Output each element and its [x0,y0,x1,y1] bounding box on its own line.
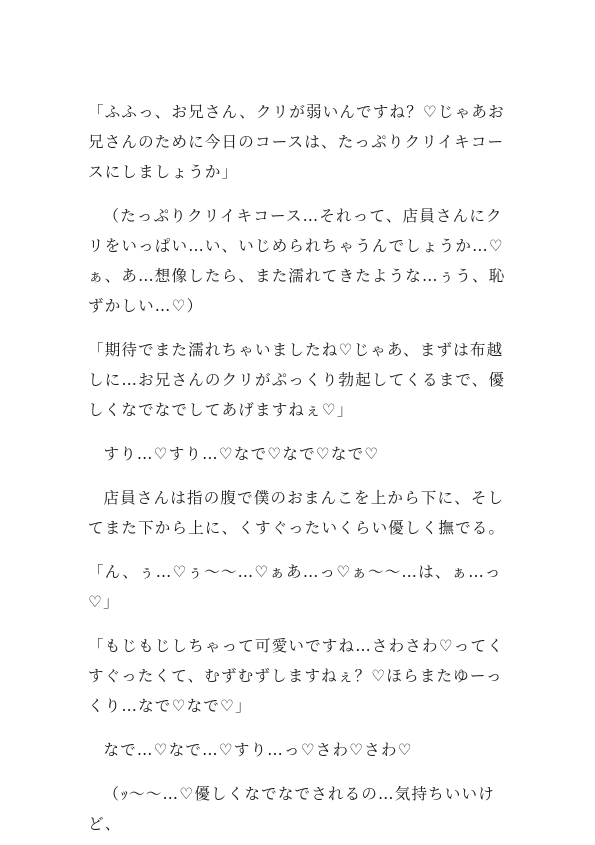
paragraph-3: 「期待でまた濡れちゃいましたね♡じゃあ、まずは布越しに…お兄さんのクリがぷっくり勃起してくるまで、優しくなでなでしてあげますねぇ♡」 [88,341,506,419]
paragraph-7: 「もじもじしちゃって可愛いですね…さわさわ♡ってくすぐったくて、むずむずしますねぇ？♡ほらまたゆーっくり…なで♡なで♡」 [88,637,504,715]
paragraph-gap [88,425,518,439]
paragraph-gap [88,187,518,201]
paragraph-9: （ｯ～～…♡優しくなでなでされるの…気持ちいいけど、 [88,785,495,833]
paragraph-gap [88,721,518,735]
paragraph-gap [88,617,518,631]
paragraph-gap [88,321,518,335]
paragraph-8: なで…♡なで…♡すり…っ♡さわ♡さわ♡ [103,741,413,759]
paragraph-5: 店員さんは指の腹で僕のおまんこを上から下に、そしてまた下から上に、くすぐったいくらい優しく撫でる。 [88,489,506,537]
paragraph-6: 「ん、ぅ…♡ぅ～～…♡ぁあ…っ♡ぁ～～…は、ぁ…っ♡」 [88,563,502,611]
paragraph-1: 「ふふっ、お兄さん、クリが弱いんですね？♡じゃあお兄さんのために今日のコースは、たっぷりクリイキコースにしましょうか」 [88,103,505,181]
paragraph-gap [88,469,518,483]
paragraph-4: すり…♡すり…♡なで♡なで♡なで♡ [103,445,380,463]
paragraph-2: （たっぷりクリイキコース…それって、店員さんにクリをいっぱい…い、いじめられちゃうんでしょうか…♡ぁ、あ…想像したら、また濡れてきたような…ぅう、恥ずかしい…♡） [88,207,506,315]
paragraph-gap [88,543,518,557]
text-body [88,97,518,839]
paragraph-gap [88,765,518,779]
